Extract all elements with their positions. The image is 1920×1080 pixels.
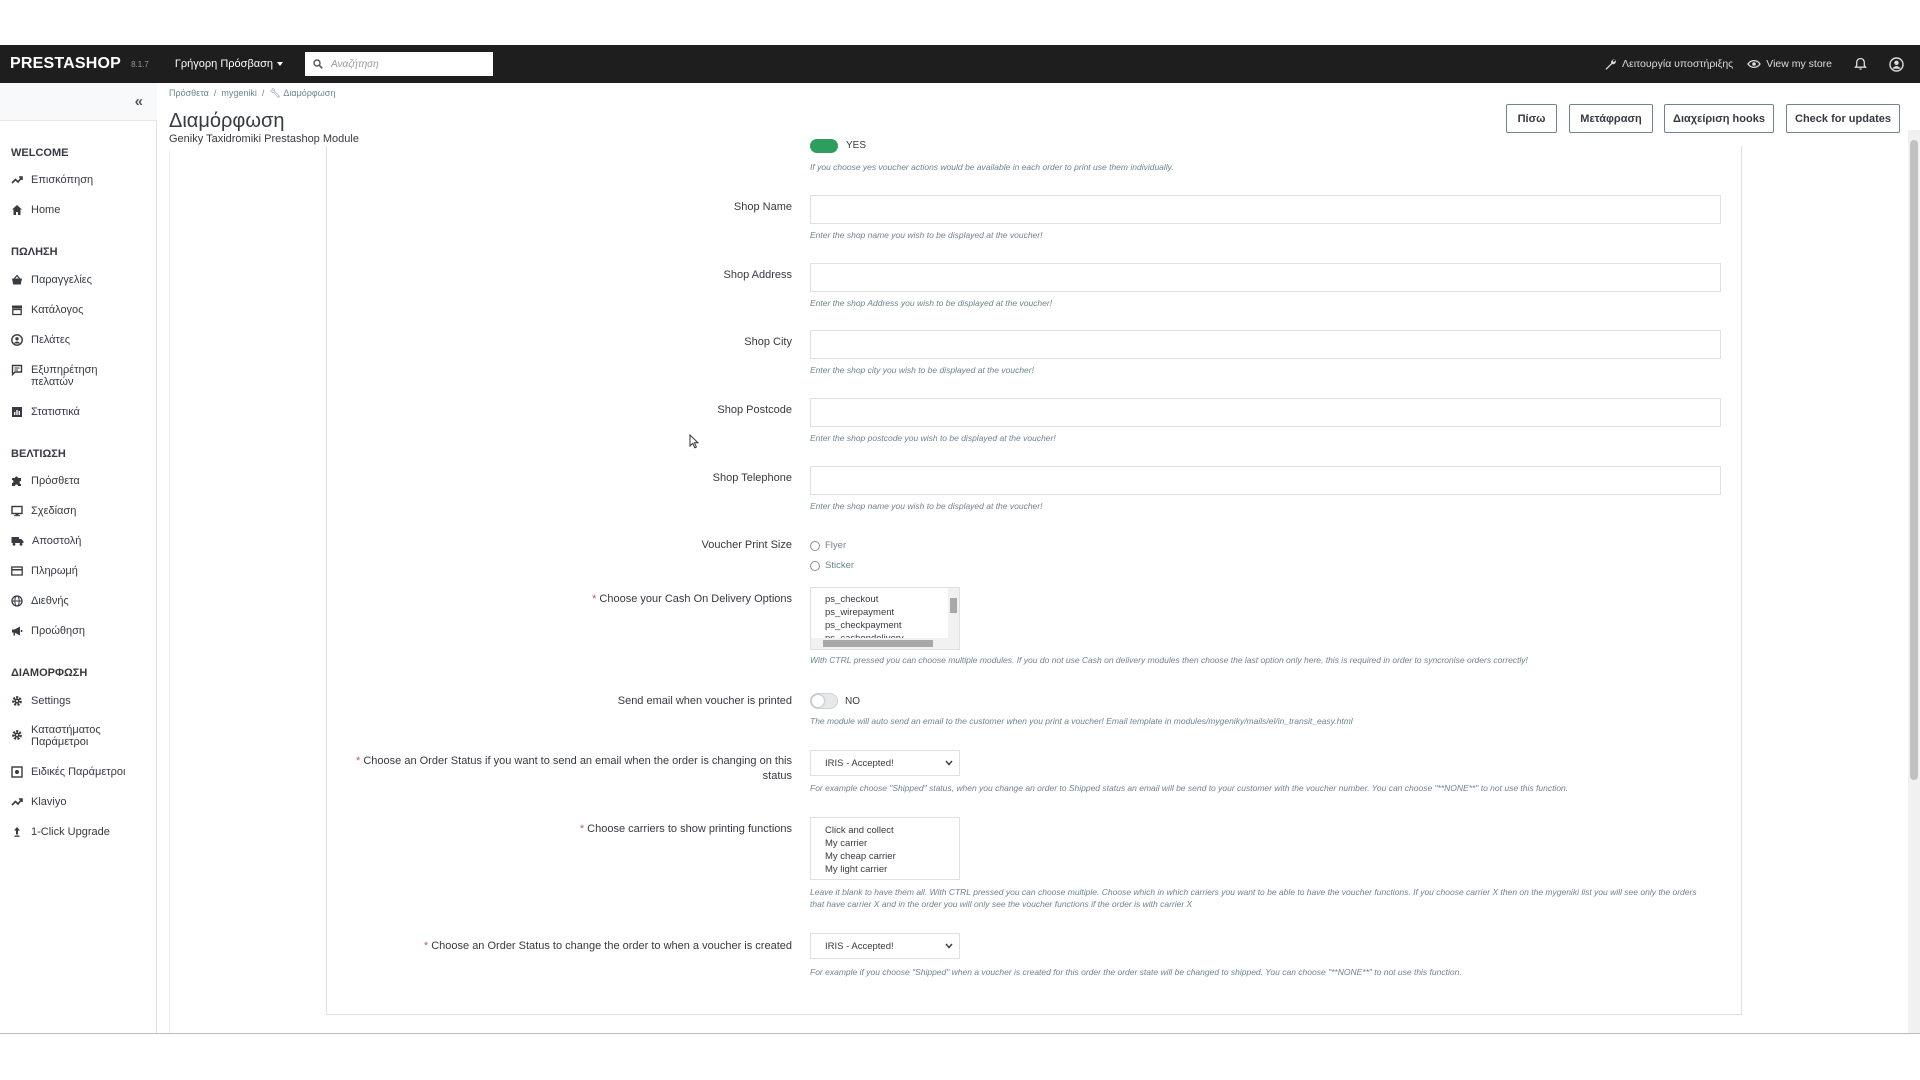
home-icon — [11, 204, 23, 216]
sidebar-item-marketing[interactable] — [11, 625, 151, 637]
megaphone-icon — [11, 625, 23, 637]
sidebar-item-label: Πελάτες — [31, 334, 71, 346]
sidebar-item-label: Επισκόπηση — [31, 174, 94, 186]
radio-sticker[interactable] — [810, 560, 854, 571]
wrench-icon: 🔧︎ — [269, 88, 281, 98]
globe-icon — [11, 595, 23, 607]
user-circle-icon — [11, 334, 23, 346]
caret-down-icon — [277, 62, 283, 66]
carriers-listbox[interactable] — [810, 817, 960, 880]
radio-circle[interactable] — [810, 561, 820, 571]
basket-icon — [11, 274, 23, 286]
listbox-option[interactable]: My light carrier — [825, 864, 888, 875]
translate-button[interactable]: Μετάφραση — [1569, 104, 1653, 133]
order-status-voucher-label — [352, 939, 792, 954]
shop-address-label: Shop Address — [723, 269, 792, 281]
sidebar-item-label: Settings — [31, 695, 71, 707]
sidebar-item-label: Πρόσθετα — [31, 475, 80, 487]
section-configure: ΔΙΑΜΟΡΦΩΣΗ — [11, 667, 88, 679]
scroll-thumb[interactable] — [950, 598, 957, 613]
sidebar-item-label: Κατάλογος — [31, 304, 84, 316]
sliders-icon — [11, 766, 23, 778]
cursor-icon — [689, 434, 699, 449]
credit-card-icon — [11, 565, 23, 577]
page-subtitle: Geniky Taxidromiki Prestashop Module — [169, 133, 359, 145]
version-label: 8.1.7 — [131, 59, 149, 69]
help-text: Enter the shop name you wish to be displayed at the voucher! — [810, 230, 1043, 240]
label-text: Choose an Order Status if you want to send an email when the order is changing on this status — [363, 755, 792, 782]
support-mode-link[interactable] — [1604, 58, 1733, 71]
sidebar-item-upgrade[interactable] — [11, 826, 151, 838]
browser-top-area — [0, 0, 1920, 45]
required-marker: * — [356, 755, 364, 767]
sidebar-item-design[interactable] — [11, 505, 151, 517]
order-status-voucher-select[interactable] — [810, 933, 960, 959]
required-marker: * — [423, 940, 432, 952]
browser-bottom-area — [0, 1034, 1920, 1080]
sidebar-item-label: Διεθνής — [31, 595, 69, 607]
radio-circle[interactable] — [810, 541, 820, 551]
chart-icon — [11, 406, 23, 418]
send-email-label: Send email when voucher is printed — [617, 695, 792, 707]
help-text: Enter the shop city you wish to be displayed at the voucher! — [810, 365, 1034, 375]
gear-icon — [11, 729, 23, 741]
support-mode-label: Λειτουργία υποστήριξης — [1622, 58, 1734, 70]
listbox-option[interactable] — [811, 632, 959, 637]
sidebar-item-label: Σχεδίαση — [31, 505, 77, 517]
trending-up-icon — [11, 174, 23, 186]
chevron-down-icon — [945, 943, 953, 949]
cod-options-listbox[interactable] — [810, 587, 960, 650]
sidebar-item-label: Προώθηση — [31, 625, 86, 637]
scroll-thumb[interactable] — [823, 640, 933, 647]
trending-up-icon — [11, 796, 23, 808]
sidebar-item-shipping[interactable] — [11, 535, 151, 547]
sidebar-item-advanced-parameters[interactable] — [11, 766, 151, 778]
view-store-link[interactable] — [1747, 58, 1832, 70]
manage-hooks-button[interactable]: Διαχείριση hooks — [1664, 104, 1774, 133]
back-button[interactable]: Πίσω — [1506, 104, 1557, 133]
listbox-vscroll[interactable] — [948, 588, 959, 639]
select-value: IRIS - Accepted! — [825, 940, 894, 952]
section-welcome: WELCOME — [11, 147, 69, 159]
page-title: Διαμόρφωση — [169, 110, 285, 132]
listbox-option[interactable]: Click and collect — [825, 825, 894, 836]
sidebar-item-orders[interactable] — [11, 274, 151, 286]
sidebar-item-payment[interactable] — [11, 565, 151, 577]
listbox-option[interactable]: My cheap carrier — [825, 851, 896, 862]
sidebar-item-overview[interactable] — [11, 174, 151, 186]
help-text: The module will auto send an email to the customer when you print a voucher! Email template in modules/mygeniky/mails/el/in_transit_easy.html — [810, 716, 1353, 726]
shop-name-label: Shop Name — [733, 201, 792, 213]
eye-icon — [1747, 59, 1761, 69]
breadcrumb-mygeniki[interactable]: mygeniki — [221, 88, 257, 98]
account-icon[interactable] — [1889, 57, 1904, 72]
view-store-label: View my store — [1766, 58, 1832, 70]
scroll-thumb[interactable] — [1910, 140, 1918, 780]
listbox-option[interactable]: ps_checkpayment — [825, 620, 902, 631]
shop-postcode-label: Shop Postcode — [717, 404, 792, 416]
listbox-option[interactable]: My carrier — [825, 838, 868, 849]
monitor-icon — [11, 505, 23, 517]
upgrade-icon — [11, 826, 23, 838]
label-text: Choose an Order Status to change the order to when a voucher is created — [431, 940, 792, 952]
wrench-icon — [1604, 58, 1617, 71]
shop-city-label: Shop City — [744, 336, 792, 348]
sidebar-item-settings[interactable] — [11, 695, 151, 707]
toggle-knob — [812, 695, 824, 707]
sidebar-item-klaviyo[interactable] — [11, 796, 151, 808]
puzzle-icon — [11, 475, 23, 487]
top-toggle-clip — [810, 140, 870, 154]
quick-access-label: Γρήγορη Πρόσβαση — [174, 58, 274, 70]
page-scrollbar[interactable] — [1908, 130, 1920, 1033]
shop-postcode-input[interactable] — [810, 398, 1721, 427]
shop-telephone-input[interactable] — [810, 466, 1721, 495]
shop-address-input[interactable] — [810, 263, 1721, 292]
sidebar-item-statistics[interactable] — [11, 406, 151, 418]
store-icon — [11, 304, 23, 316]
search-icon — [313, 59, 323, 69]
sidebar-item-label: Home — [31, 204, 61, 216]
sidebar-item-label: Καταστήματος Παράμετροι — [31, 724, 101, 748]
breadcrumb-configure: Διαμόρφωση — [283, 88, 336, 98]
breadcrumb-separator: / — [259, 88, 267, 98]
sidebar — [0, 83, 157, 1033]
shop-telephone-label: Shop Telephone — [712, 472, 792, 484]
select-value: IRIS - Accepted! — [825, 757, 894, 769]
shop-city-input[interactable] — [810, 330, 1721, 359]
search-box[interactable] — [305, 52, 493, 76]
chat-icon — [11, 364, 23, 376]
print-individually-toggle[interactable] — [810, 139, 838, 153]
help-text: For example choose "Shipped" status, when you change an order to Shipped status an email will be send to your customer with the voucher number. You can choose "**NONE**" to not use this function. — [810, 783, 1569, 793]
sidebar-item-customer-service[interactable] — [11, 364, 151, 388]
send-email-toggle[interactable] — [810, 693, 838, 709]
required-marker: * — [592, 593, 600, 605]
radio-label: Sticker — [825, 560, 855, 571]
help-text: Enter the shop Address you wish to be displayed at the voucher! — [810, 298, 1053, 308]
label-text: Choose carriers to show printing functions — [587, 823, 792, 835]
quick-access-dropdown[interactable] — [175, 58, 283, 70]
breadcrumb — [169, 88, 335, 99]
sidebar-item-label: Αποστολή — [32, 535, 82, 547]
section-sales: ΠΩΛΗΣΗ — [11, 246, 58, 258]
prestashop-logo[interactable]: PRESTASHOP — [10, 55, 122, 72]
breadcrumb-modules[interactable]: Πρόσθετα — [169, 88, 209, 98]
sidebar-item-label: Klaviyo — [31, 796, 67, 808]
sidebar-item-shop-parameters[interactable] — [11, 724, 151, 748]
send-email-value: NO — [845, 696, 860, 707]
sidebar-item-international[interactable] — [11, 595, 151, 607]
help-text: For example if you choose "Shipped" when a voucher is created for this order the order state will be changed to shipped. You can choose "**NONE**" to not use this function. — [810, 967, 1462, 977]
sidebar-item-catalog[interactable] — [11, 304, 151, 316]
breadcrumb-separator: / — [211, 88, 219, 98]
order-status-email-label — [352, 754, 792, 784]
sidebar-item-label: Εξυπηρέτηση πελατών — [31, 364, 98, 388]
listbox-option[interactable]: ps_wirepayment — [825, 607, 895, 618]
voucher-print-size-label: Voucher Print Size — [701, 539, 792, 551]
cod-options-label — [352, 592, 792, 607]
section-improve: ΒΕΛΤΙΩΣΗ — [11, 448, 66, 460]
help-text: Enter the shop name you wish to be displayed at the voucher! — [810, 501, 1043, 511]
help-text: Enter the shop postcode you wish to be displayed at the voucher! — [810, 433, 1056, 443]
sidebar-item-customers[interactable] — [11, 334, 151, 346]
required-marker: * — [579, 823, 588, 835]
order-status-email-select[interactable] — [810, 750, 960, 776]
search-input[interactable] — [331, 59, 481, 70]
sidebar-item-label: Παραγγελίες — [31, 274, 92, 286]
help-text: If you choose yes voucher actions would be available in each order to print use them individually. — [810, 162, 1174, 172]
radio-flyer[interactable] — [810, 540, 846, 551]
listbox-option[interactable]: ps_checkout — [825, 594, 879, 605]
collapse-icon[interactable]: « — [134, 93, 143, 110]
label-text: Choose your Cash On Delivery Options — [599, 593, 792, 605]
top-header — [0, 45, 1920, 83]
sidebar-item-label: 1-Click Upgrade — [31, 826, 110, 838]
chevron-down-icon — [945, 760, 953, 766]
check-updates-button[interactable]: Check for updates — [1786, 104, 1900, 133]
help-text: With CTRL pressed you can choose multiple modules. If you do not use Cash on delivery modules then choose the last option only here, this is required in order to syncronise orders correctly! — [810, 655, 1528, 665]
radio-label: Flyer — [825, 540, 847, 551]
bell-icon[interactable] — [1854, 57, 1867, 71]
sidebar-item-label: Πληρωμή — [31, 565, 78, 577]
sidebar-item-label: Στατιστικά — [31, 406, 80, 418]
toggle-value: YES — [846, 140, 867, 151]
carriers-label — [352, 822, 792, 837]
sidebar-item-home[interactable] — [11, 204, 151, 216]
sidebar-item-label: Ειδικές Παράμετροι — [31, 766, 126, 778]
sidebar-collapse-bar — [0, 83, 157, 121]
truck-icon — [11, 535, 24, 547]
divider — [169, 150, 170, 1033]
listbox-hscroll[interactable] — [811, 638, 959, 649]
gear-icon — [11, 695, 23, 707]
help-text: Leave it blank to have them all. With CTRL pressed you can choose multiple. Choose which in which carriers you want to be able to have the voucher functions. If you choose carrier X then on the mygeniki list you will see only the orders that have carrier X and in the order you will only see the voucher functions if the order is with carrier X — [810, 887, 1697, 909]
sidebar-item-modules[interactable] — [11, 475, 151, 487]
shop-name-input[interactable] — [810, 195, 1721, 224]
